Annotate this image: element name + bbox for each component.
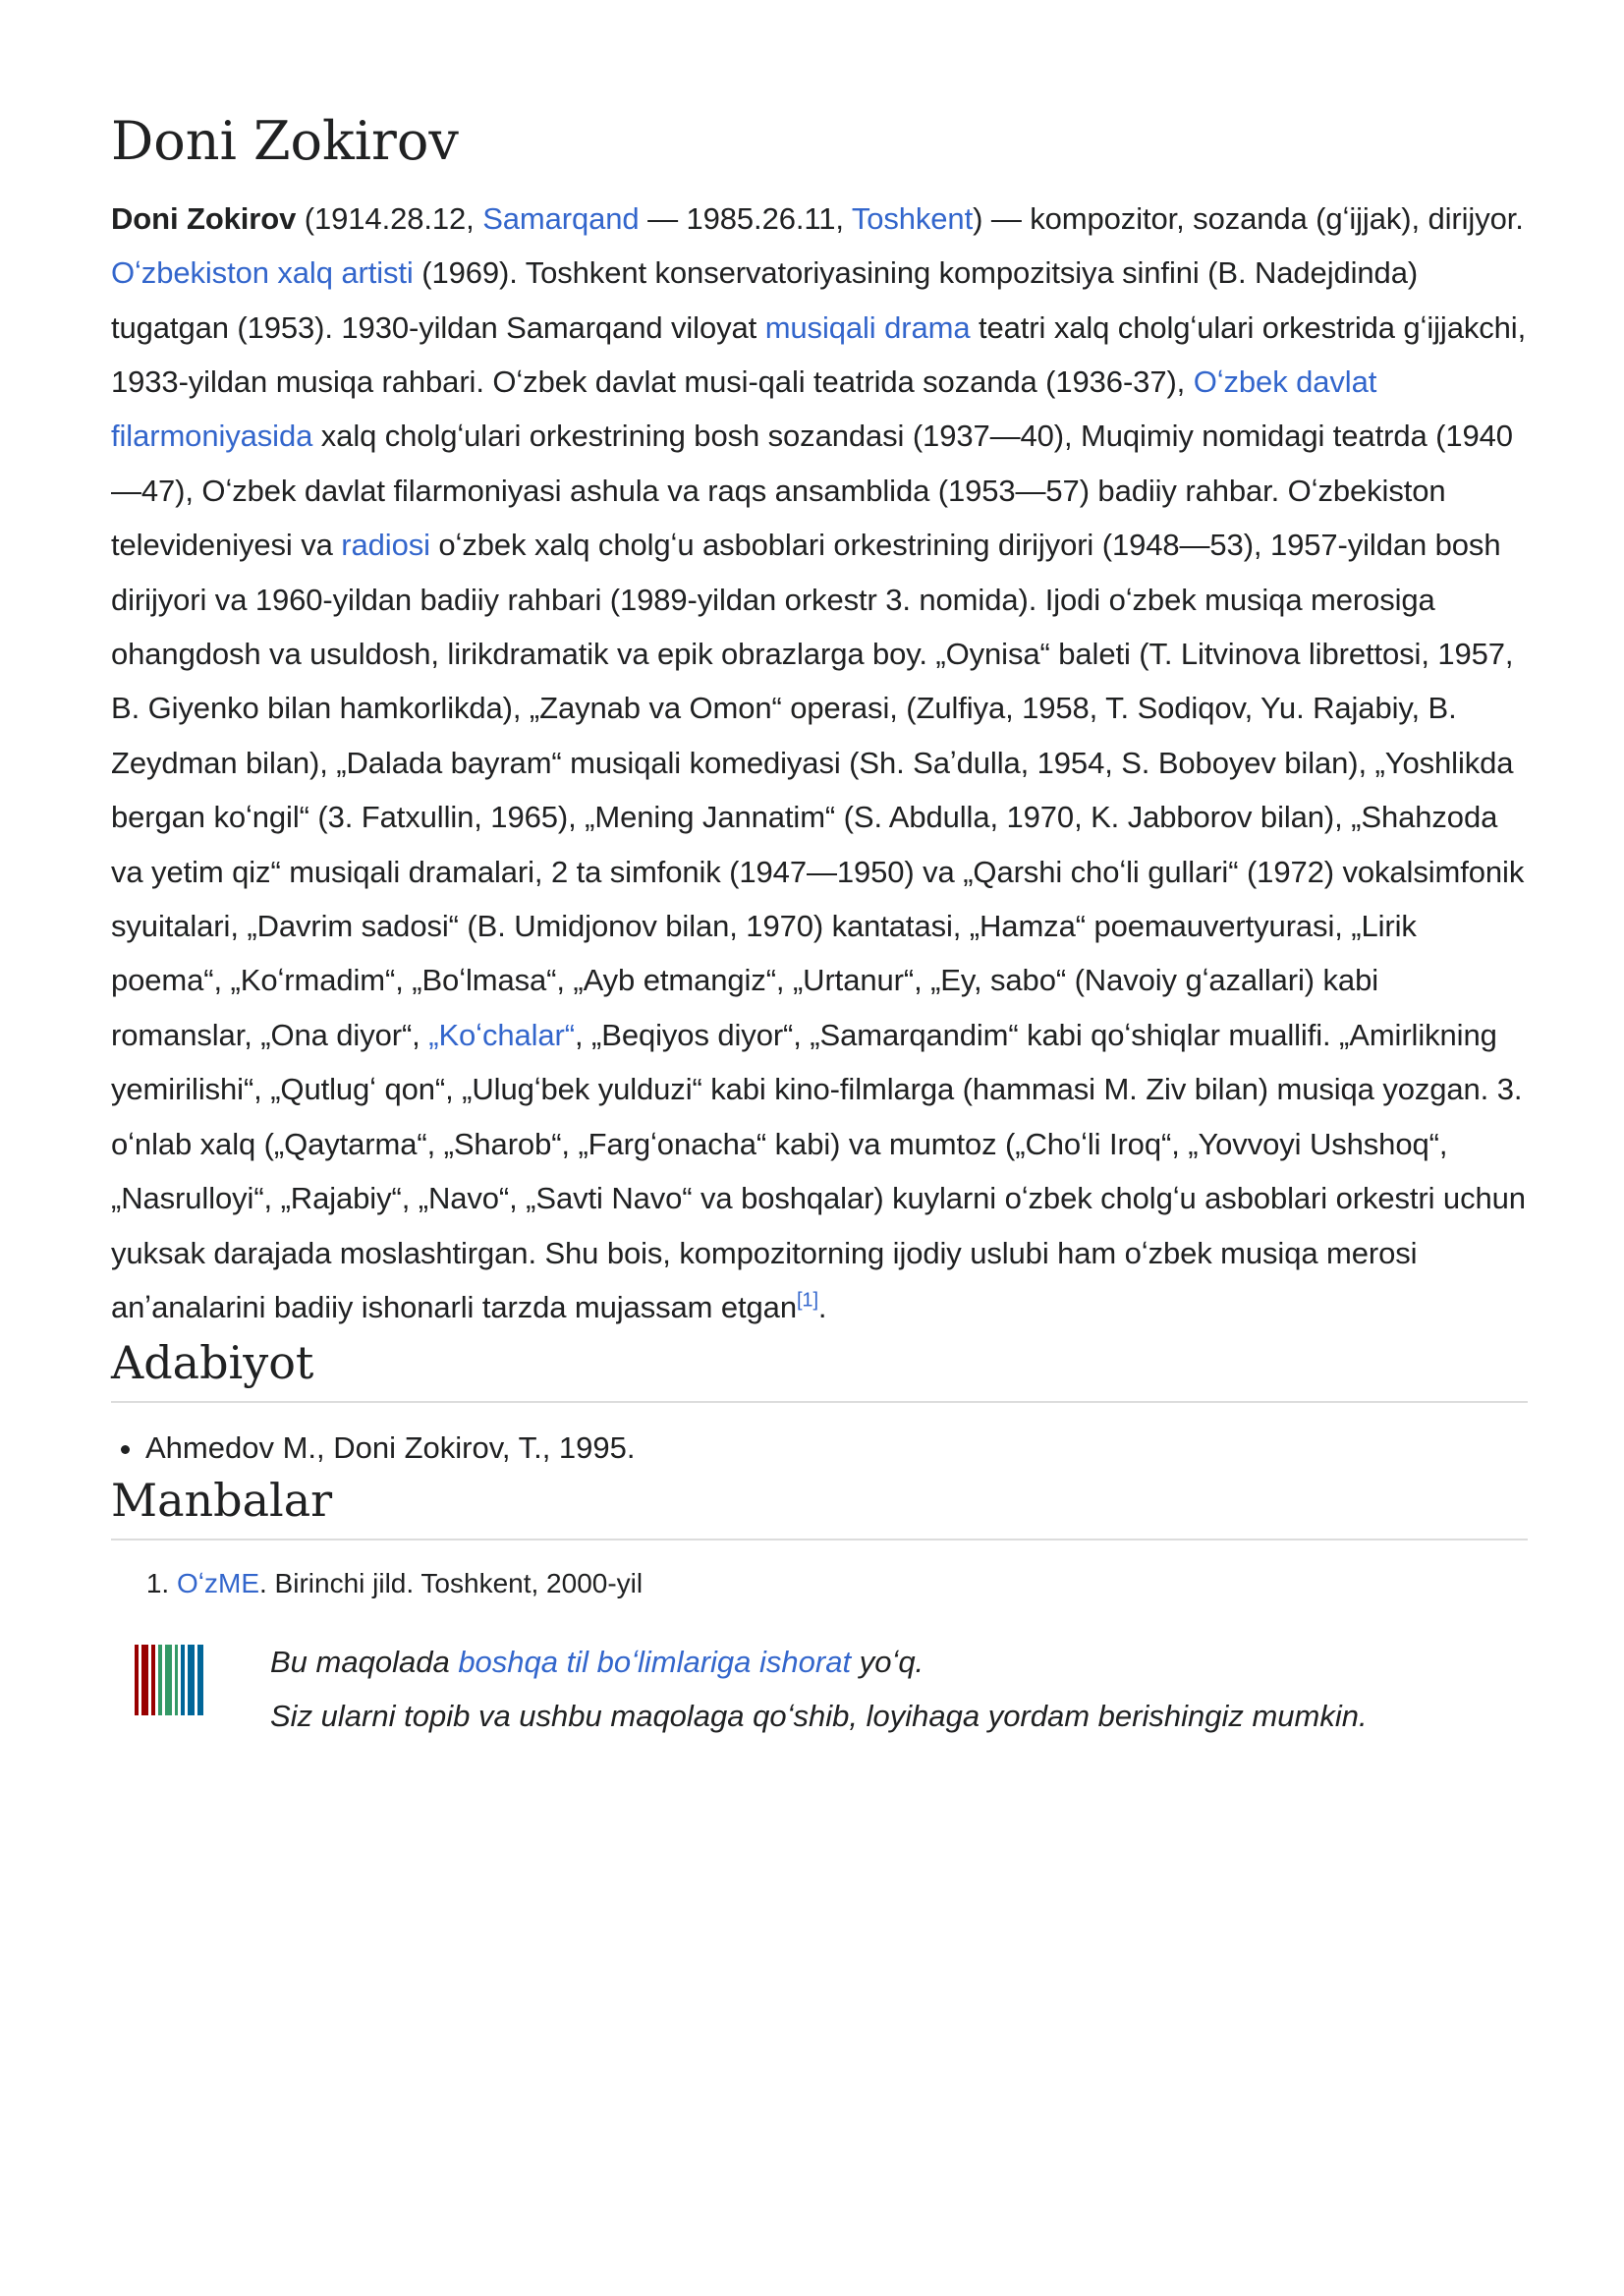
notice-line-2: Siz ularni topib va ushbu maqolaga qoʻshib, loyihaga yordam berishingiz mumkin. [270,1698,1368,1733]
page-title: Doni Zokirov [111,110,459,172]
bibliography-item: • Ahmedov M., Doni Zokirov, T., 1995. [145,1425,1528,1472]
paragraph-text: oʻzbek xalq cholgʻu asboblari orkestrining dirijyori (1948—53), 1957-yildan bosh dirijyori va 1960-yildan badiiy rahbari (1989-yildan orkestr 3. nomida). Ijodi oʻzbek musiqa merosiga ohangdosh va usuldosh, lirikdramatik va epik obrazlarga boy. „Oynisa“ baleti (T. Litvinova librettosi, 1957, B. Giyenko bilan hamkorlikda), „Zaynab va Omon“ operasi, (Zulfiya, 1958, T. Sodiqov, Yu. Rajabiy, B. Zeydman bilan), „Dalada bayram“ musiqali komediyasi (Sh. Saʼdulla, 1954, S. Boboyev bilan), „Yoshlikda bergan koʻngil“ (3. Fatxullin, 1965), „Mening Jannatim“ (S. Abdulla, 1970, K. Jabborov bilan), „Shahzoda va yetim qiz“ musiqali dramalari, 2 ta simfonik (1947—1950) va „Qarshi choʻli gullari“ (1972) vokalsimfonik syuitalari, „Davrim sadosi“ (B. Umidjonov bilan, 1970) kantatasi, „Hamza“ poemauvertyurasi, „Lirik poema“, „Koʻrmadim“, „Boʻlmasa“, „Ayb etmangiz“, „Urtanur“, „Ey, sabo“ (Navoiy gʻazallari) kabi romanslar, „Ona diyor“, [111,528,1525,1052]
section-heading-adabiyot: Adabiyot [111,1334,1528,1403]
reference-text: . Birinchi jild. Toshkent, 2000-yil [259,1567,644,1598]
inline-link[interactable]: radiosi [341,528,430,563]
inline-link[interactable]: Toshkent [851,200,974,236]
reference-item [177,1562,1528,1605]
references-list [111,1562,1528,1605]
paragraph-text: — 1985.26.11, [639,200,852,236]
paragraph-text: teatri xalq cholgʻulari orkestrida gʻijjakchi, 1933-yildan musiqa rahbari. Oʻzbek davlat musi-qali teatrida sozanda (1936-37), [111,309,1527,400]
notice-line-1 [270,1635,1368,1689]
wikidata-barcode-icon [135,1645,205,1715]
paragraph-text: . [817,1289,827,1324]
article-subject-bold: Doni Zokirov [111,200,297,236]
paragraph-text: , „Beqiyos diyor“, „Samarqandim“ kabi qoʻshiqlar muallifi. „Amirlikning yemirilishi“, „Qutlugʻ qon“, „Ulugʻbek yulduzi“ kabi kino-filmlarga (hammasi M. Ziv bilan) musiqa yozgan. 3. oʻnlab xalq („Qaytarma“, „Sharob“, „Fargʻonacha“ kabi) va mumtoz („Choʻli Iroq“, „Yovvoyi Ushshoq“, „Nasrulloyi“, „Rajabiy“, „Navo“, „Savti Navo“ va boshqalar) kuylarni oʻzbek cholgʻu asboblari orkestri uchun yuksak darajada moslashtirgan. Shu bois, kompozitorning ijodiy uslubi ham oʻzbek musiqa merosi anʼanalarini badiiy ishonarli tarzda mujassam etgan [111,1017,1526,1324]
inline-link[interactable]: „Koʻchalar“ [428,1017,576,1052]
citation-link[interactable]: [1] [796,1289,818,1312]
inline-link[interactable]: Oʻzbekiston xalq artisti [111,255,414,291]
notice-line-1-pre: Bu maqolada [270,1644,459,1679]
paragraph-text: xalq cholgʻulari orkestrining bosh sozandasi (1937—40), Muqimiy nomidagi teatrda (1940—47), Oʻzbek davlat filarmoniyasi ashula va raqs ansamblida (1953—57) badiiy rahbar. Oʻzbekiston televideniyesi va [111,419,1513,563]
paragraph-text: ) — kompozitor, sozanda (gʻijjak), dirijyor. [973,200,1524,236]
inline-link[interactable]: Oʻzbek davlat filarmoniyasida [111,364,1377,454]
paragraph-text: (1969). Toshkent konservatoriyasining kompozitsiya sinfini (B. Nadejdinda) tugatgan (1953). 1930-yildan Samarqand viloyat [111,255,1419,345]
section-heading-manbalar: Manbalar [111,1472,1528,1540]
notice-line-1-post: yoʻq. [851,1644,924,1679]
citation-ref [797,1290,818,1312]
interlanguage-link[interactable]: boshqa til boʻlimlariga ishorat [458,1644,852,1679]
reference-link-ozme[interactable]: OʻzME [177,1567,259,1598]
inline-link[interactable]: Samarqand [482,200,640,236]
article-paragraph [111,192,1528,1335]
article [111,110,1528,1743]
notice-text [270,1635,1368,1743]
paragraph-text: (1914.28.12, [296,200,483,236]
inline-link[interactable]: musiqali drama [764,309,971,345]
interlanguage-notice [111,1635,1528,1743]
bibliography-list [111,1425,1528,1472]
